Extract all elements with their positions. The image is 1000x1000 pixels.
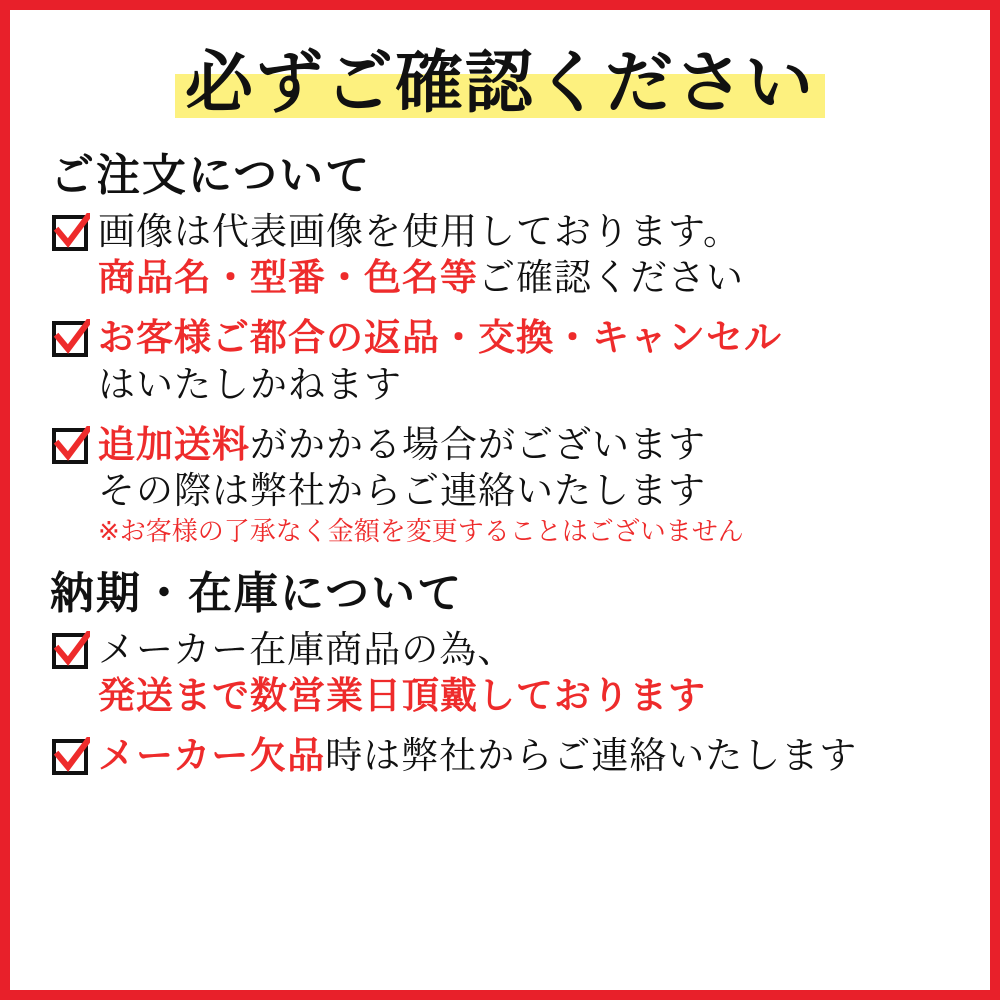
emphasis-text: 追加送料 (98, 422, 250, 466)
body-text: メーカー在庫商品の為、 (98, 627, 516, 671)
body-text: ご確認ください (478, 256, 744, 300)
checklist-item (44, 209, 956, 302)
text-line (98, 627, 956, 673)
checklist-item-text (98, 422, 956, 550)
text-line (98, 315, 956, 361)
body-text: 時は弊社からご連絡いたします (325, 734, 858, 778)
checklist-item (44, 733, 956, 779)
checklist-item (44, 315, 956, 408)
checklist-item-text (98, 733, 956, 779)
text-line (98, 673, 956, 719)
text-line (98, 255, 956, 301)
emphasis-text: メーカー欠品 (98, 734, 326, 778)
title-block (44, 46, 956, 124)
left-border-accent (0, 10, 10, 990)
right-border-accent (990, 10, 1000, 990)
text-line (98, 362, 956, 408)
section-heading: ご注文について (50, 150, 372, 201)
footnote-text: ※お客様の了承なく金額を変更することはございません (98, 517, 744, 548)
text-line (98, 468, 956, 514)
section-heading: 納期・在庫について (50, 568, 464, 620)
body-text: がかかる場合がございます (250, 422, 706, 466)
page-title-text: 必ずご確認ください (184, 44, 815, 123)
checkbox-checked-icon (52, 319, 90, 357)
checklist-item-text (98, 209, 956, 302)
emphasis-text: 商品名・型番・色名等 (98, 256, 478, 300)
checklist-item (44, 422, 956, 550)
text-line (98, 733, 956, 779)
body-text: その際は弊社からご連絡いたします (98, 469, 706, 513)
checkbox-checked-icon (52, 737, 90, 775)
emphasis-text: お客様ご都合の返品・交換・キャンセル (98, 316, 782, 360)
notice-content (10, 10, 990, 990)
checkbox-checked-icon (52, 426, 90, 464)
emphasis-text: 発送まで数営業日頂戴しております (98, 674, 706, 718)
body-text: はいたしかねます (98, 362, 402, 406)
checkbox-checked-icon (52, 213, 90, 251)
page-title (175, 46, 825, 124)
text-line (98, 209, 956, 255)
text-line (98, 422, 956, 468)
checklist-item (44, 627, 956, 720)
checklist-item-text (98, 627, 956, 720)
checklist-item-text (98, 315, 956, 408)
sections-container (44, 150, 956, 780)
body-text: 画像は代表画像を使用しております。 (98, 209, 742, 253)
checkbox-checked-icon (52, 631, 90, 669)
